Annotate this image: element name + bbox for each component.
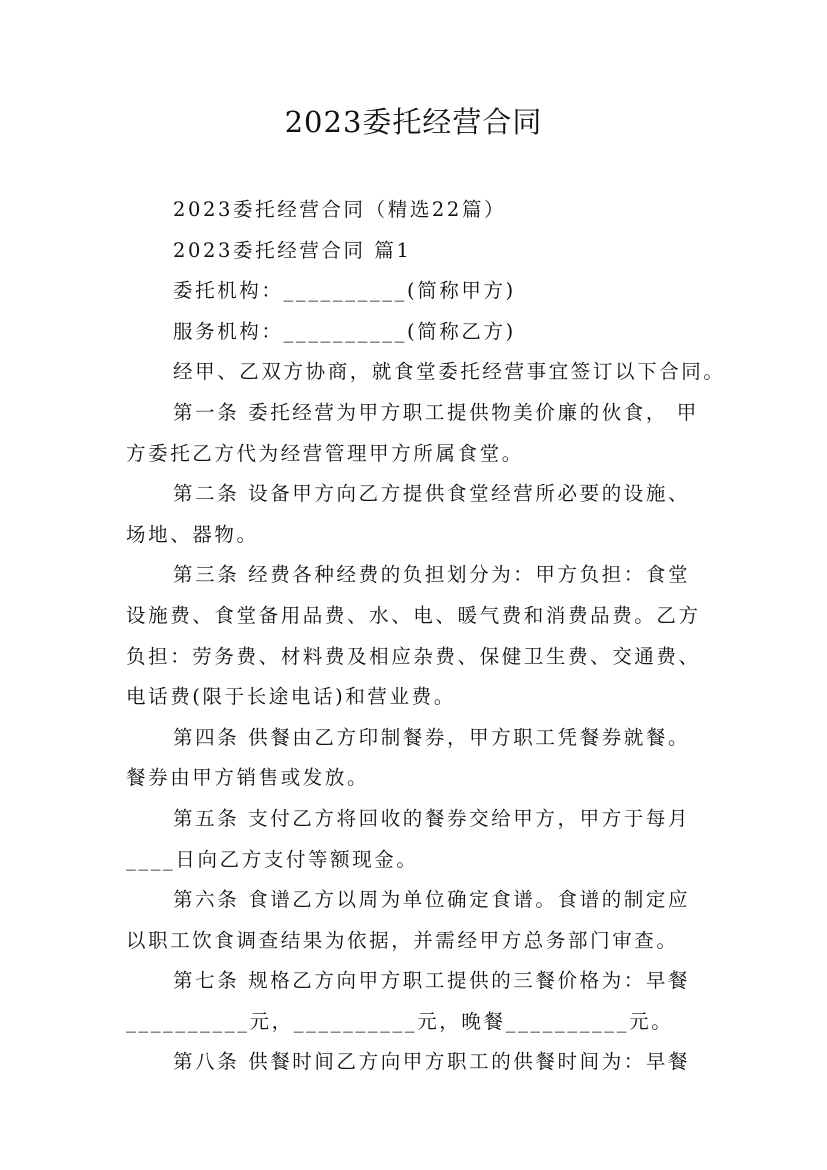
section-heading: 2023委托经营合同 篇1 [173, 238, 412, 262]
article-5-line-1: 第五条 支付乙方将回收的餐券交给甲方，甲方于每月 [173, 806, 691, 830]
article-2-line-1: 第二条 设备甲方向乙方提供食堂经营所必要的设施、 [173, 482, 691, 506]
party-b-line: 服务机构：__________(简称乙方) [173, 319, 516, 343]
article-4-line-1: 第四条 供餐由乙方印制餐券，甲方职工凭餐券就餐。 [173, 725, 691, 749]
article-5-line-2: ____日向乙方支付等额现金。 [126, 847, 419, 871]
article-4-line-2: 餐券由甲方销售或发放。 [126, 766, 370, 790]
article-1-line-1: 第一条 委托经营为甲方职工提供物美价廉的伙食， 甲 [173, 400, 699, 424]
party-a-line: 委托机构：__________(简称甲方) [173, 279, 516, 303]
article-3-line-2: 设施费、食堂备用品费、水、电、暖气费和消费品费。乙方 [126, 603, 701, 627]
article-7-line-2: __________元，__________元，晚餐__________元。 [126, 1009, 674, 1033]
article-6-line-2: 以职工饮食调查结果为依据，并需经甲方总务部门审查。 [126, 928, 679, 952]
article-7-line-1: 第七条 规格乙方向甲方职工提供的三餐价格为：早餐 [173, 969, 691, 993]
preamble-line: 经甲、乙双方协商，就食堂委托经营事宜签订以下合同。 [173, 360, 726, 384]
article-3-line-1: 第三条 经费各种经费的负担划分为：甲方负担：食堂 [173, 563, 691, 587]
article-1-line-2: 方委托乙方代为经营管理甲方所属食堂。 [126, 441, 524, 465]
article-2-line-2: 场地、器物。 [126, 522, 259, 546]
article-3-line-4: 电话费(限于长途电话)和营业费。 [126, 685, 456, 709]
subtitle-line: 2023委托经营合同（精选22篇） [173, 198, 507, 221]
article-3-line-3: 负担：劳务费、材料费及相应杂费、保健卫生费、交通费、 [126, 644, 701, 668]
document-body [126, 190, 726, 1083]
document-title: 2023委托经营合同 [284, 105, 543, 139]
article-8-line-1: 第八条 供餐时间乙方向甲方职工的供餐时间为：早餐 [173, 1050, 691, 1074]
article-6-line-1: 第六条 食谱乙方以周为单位确定食谱。食谱的制定应 [173, 888, 691, 912]
